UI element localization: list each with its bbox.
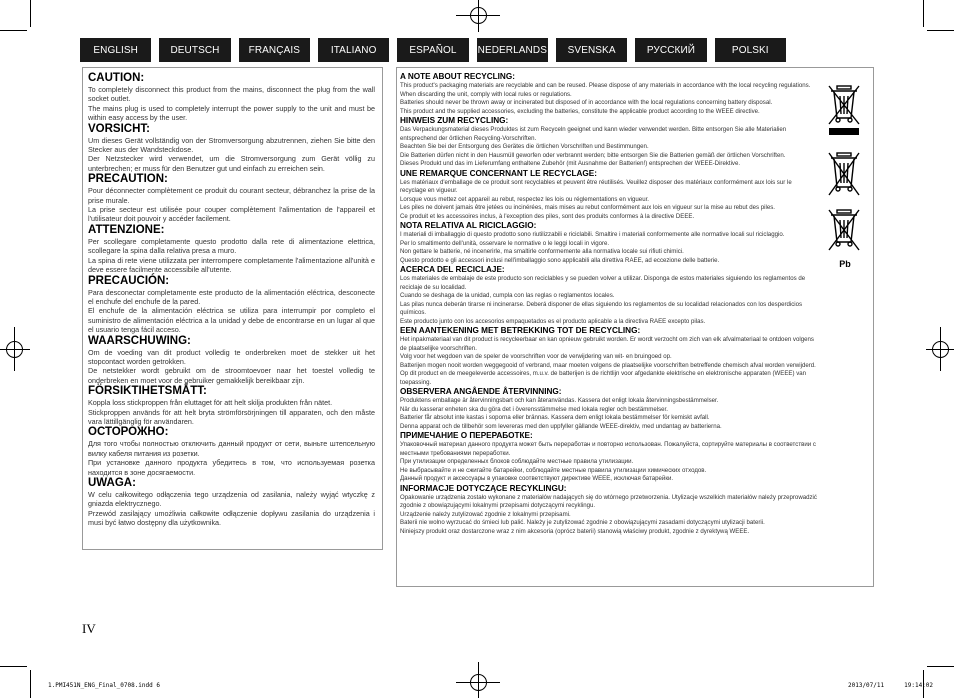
recycling-section-it [400,221,818,265]
weee-symbols [825,82,865,269]
section-heading: UNE REMARQUE CONCERNANT LE RECYCLAGE: [400,168,597,178]
registration-mark-left [0,327,30,371]
caution-section-it [88,224,375,275]
section-heading: EEN AANTEKENING MET BETREKKING TOT DE RECYCLING: [400,326,641,335]
section-paragraph: Das Verpackungsmaterial dieses Produktes ist zum Recyceln geeignet und kann wieder verwendet werden. Bitte entsorgen Sie alle Materialien entsprechend der örtlichen Recycling-Vorschriften. [400,126,787,142]
section-paragraph: Um dieses Gerät vollständig von der Stromversorgung abzutrennen, ziehen Sie bitte den Stecker aus der Wandsteckdose. [88,135,375,155]
section-paragraph: Ce produit et les accessoires inclus, à l'exception des piles, sont des produits conformes à la directive DEEE. [400,212,695,220]
caution-section-nl [88,335,375,386]
recycling-section-nl [400,326,818,387]
section-paragraph: Przewód zasilający umożliwia całkowite odłączenie dopływu zasilania do urządzenia i musi być łatwo dostępny dla użytkownika. [88,508,375,528]
section-paragraph: Op dit product en de meegeleverde accessoires, m.u.v. de batterijen is de richtlijn voor afgedankte elektrische en elektronische apparaten (WEEE) van toepassing. [400,370,807,386]
tab-francais: FRANÇAIS [239,38,310,62]
section-paragraph: Для того чтобы полностью отключить данный продукт от сети, выньте штепсельную вилку кабеля питания из розетки. [88,439,375,458]
recycling-section-sv [400,387,818,431]
section-paragraph: Не выбрасывайте и не сжигайте батарейки, соблюдайте местные правила утилизации химических отходов. [400,466,707,474]
section-paragraph: Niniejszy produkt oraz dostarczone wraz z nim akcesoria (oprócz baterii) stanowią właściwy produkt, zgodnie z dyrektywą WEEE. [400,527,750,535]
section-heading: UWAGA: [88,477,136,489]
section-paragraph: Упаковочный материал данного продукта может быть переработан и повторно использован. Пожалуйста, сортируйте материалы в соответствии с местными требованиями переработки. [400,441,816,457]
recycling-section-ru [400,431,818,484]
section-paragraph: Dieses Produkt und das im Lieferumfang enthaltene Zubehör (mit Ausnahme der Batterien!) entsprechen der WEEE-Direktive. [400,160,741,167]
recycling-section-de [400,116,818,169]
section-heading: VORSICHT: [88,122,150,135]
tab-english: ENGLISH [80,38,151,62]
section-paragraph: При утилизации определенных блоков соблюдайте местные правила утилизации. [400,458,634,465]
section-paragraph: Opakowanie urządzenia zostało wykonane z materiałów nadających się do wtórnego przetworzenia. Utylizacje wszelkich materiałów należy przeprowadzić zgodnie z obowiązującymi lokalnymi przepisami dotyczącymi recyklingu. [400,493,817,509]
section-heading: CAUTION: [88,72,145,84]
page-number: IV [82,621,96,636]
tab-nederlands: NEDERLANDS [477,38,548,62]
crossed-bin-icon [825,147,865,201]
tab-deutsch: DEUTSCH [159,38,230,62]
crossed-bin-with-bar-icon [825,82,865,138]
section-paragraph: W celu całkowitego odłączenia tego urządzenia od zasilania, należy wyjąć wtyczkę z gniazda elektrycznego. [88,490,375,509]
caution-section-sv [88,385,375,426]
section-paragraph: Cuando se deshaga de la unidad, cumpla con las reglas o reglamentos locales. [400,292,615,299]
section-paragraph: Der Netzstecker wird verwendet, um die Stromversorgung zum Gerät völlig zu unterbrechen; er muss für den Benutzer gut und einfach zu erreichen sein. [88,154,375,173]
section-paragraph: La prise secteur est utilisée pour couper complètement l'alimentation de l'appareil et l'utilisateur doit pouvoir y accéder facilement. [88,205,375,224]
section-paragraph: Urządzenie należy zutylizować zgodnie z lokalnymi przepisami. [400,510,571,518]
footer-date: 2013/07/11 [848,682,885,689]
tab-russian: РУССКИЙ [635,38,706,62]
crossed-bin-battery-icon [825,208,865,254]
caution-section-es [88,275,375,335]
section-heading: PRECAUTION: [88,173,168,186]
section-paragraph: Denna apparat och de tillbehör som levereras med den uppfyller gällande WEEE-direktiv, med undantag av batterierna. [400,422,722,430]
section-heading: A NOTE ABOUT RECYCLING: [400,72,515,81]
recycling-section-es [400,265,818,326]
caution-section-en [88,72,375,123]
tab-svenska: SVENSKA [556,38,627,62]
section-heading: ACERCA DEL RECICLAJE: [400,265,505,274]
section-heading: WAARSCHUWING: [88,334,191,347]
recycling-section-fr [400,169,818,222]
registration-mark-right [926,327,954,371]
section-paragraph: När du kasserar enheten ska du göra det i överensstämmelse med lokala regler och bestämmelser. [400,405,668,413]
section-paragraph: The mains plug is used to completely interrupt the power supply to the unit and must be within easy access by the user. [88,103,375,123]
section-paragraph: Questo prodotto e gli accessori inclusi nell'imballaggio sono applicabili alla direttiva RAEE, ad eccezione delle batterie. [400,256,720,264]
section-paragraph: Volg voor het wegdoen van de speler de voorschriften voor de verwijdering van wit- en bruingoed op. [400,353,672,360]
section-heading: HINWEIS ZUM RECYCLING: [400,116,509,125]
footer-timestamp [848,682,933,689]
section-paragraph: Данный продукт и аксессуары в упаковке соответствуют директиве WEEE, исключая батарейки. [400,475,674,482]
section-paragraph: Les piles ne doivent jamais être jetées ou incinérées, mais mises au rebut conformément aux lois en vigueur sur la mise au rebut des piles. [400,204,775,211]
recycling-section-pl [400,484,818,537]
section-paragraph: Om de voeding van dit product volledig te onderbreken moet de stekker uit het stopcontact worden getrokken. [88,347,375,366]
caution-section-ru [88,426,375,477]
section-paragraph: Koppla loss stickproppen från eluttaget för att helt skilja produkten från nätet. [88,398,333,408]
section-paragraph: Les matériaux d'emballage de ce produit sont recyclables et peuvent être réutilisés. Veuillez disposer des matériaux conformément aux lois sur le recyclage en vigueur. [400,178,792,194]
caution-section-de [88,123,375,174]
section-paragraph: La spina di rete viene utilizzata per interrompere completamente l'alimentazione all'unità e deve essere facilmente accessibile all'utente. [88,255,375,275]
section-heading: NOTA RELATIVA AL RICICLAGGIO: [400,221,537,230]
section-paragraph: Las pilas nunca deberán tirarse ni incinerarse. Deberá disponer de ellas siguiendo los reglamentos de su localidad relacionados con los desperdicios químicos. [400,300,803,316]
language-tabs [80,38,786,62]
section-paragraph: Batterier får absolut inte kastas i soporna eller brännas. Kassera dem enligt lokala bestämmelser för kemiskt avfall. [400,414,710,421]
section-paragraph: El enchufe de la alimentación eléctrica se utiliza para interrumpir por completo el suministro de alimentación eléctrica a la unidad y debe de encontrarse en un lugar al que el usuario tenga fácil acceso. [88,306,375,335]
section-paragraph: Este producto junto con los accesorios empaquetados es el producto aplicable a la directiva RAEE excepto pilas. [400,317,706,325]
section-paragraph: Para desconectar completamente este producto de la alimentación eléctrica, desconecte el enchufe del enchufe de la pared. [88,287,375,306]
section-paragraph: This product and the supplied accessories, excluding the batteries, constitute the applicable product according to the WEEE directive. [400,107,760,115]
tab-polski: POLSKI [715,38,786,62]
tab-italiano: ITALIANO [318,38,389,62]
section-paragraph: De netstekker wordt gebruikt om de stroomtoevoer naar het toestel volledig te onderbreken en moet voor de gebruiker gemakkelijk bereikbaar zijn. [88,366,375,385]
footer-time: 19:14:02 [904,682,934,689]
section-heading: ATTENZIONE: [88,223,165,236]
section-paragraph: Los materiales de embalaje de este producto son reciclables y se pueden volver a utilizar. Disponga de estos materiales siguiendo los reglamentos de reciclaje de su localidad. [400,275,806,291]
caution-section-fr [88,173,375,224]
section-paragraph: Die Batterien dürfen nicht in den Hausmüll geworfen oder verbrannt werden; bitte entsorgen Sie die Batterien gemäß der örtlichen Vorschriften. [400,151,786,159]
section-heading: INFORMACJE DOTYCZĄCE RECYKLINGU: [400,483,567,493]
recycling-box [396,67,874,587]
section-paragraph: When discarding the unit, comply with local rules or regulations. [400,90,572,98]
section-paragraph: Lorsque vous mettez cet appareil au rebut, respectez les lois ou réglementations en vigueur. [400,195,649,203]
section-paragraph: Per lo smaltimento dell'unità, osservare le normative o le leggi locali in vigore. [400,239,610,247]
section-paragraph: Non gettare le batterie, né incenerirle, ma smaltirle conformemente alla normativa locale sui rifiuti chimici. [400,248,684,255]
section-paragraph: При установке данного продукта убедитесь в том, что используемая розетка находится в зоне досягаемости. [88,458,375,477]
section-paragraph: Baterii nie wolno wyrzucać do śmieci lub palić. Należy je zutylizować zgodnie z obowiązującymi zasadami dotyczącymi utylizacji baterii. [400,519,765,526]
recycling-section-en [400,72,818,116]
section-paragraph: Stickproppen används för att helt bryta strömförsörjningen till apparaten, och den måste vara lättillgänglig för användaren. [88,407,375,426]
section-heading: ОСТОРОЖНО: [88,426,169,439]
section-heading: OBSERVERA ANGÅENDE ÅTERVINNING: [400,387,562,396]
registration-mark-top [456,0,500,32]
registration-mark-bottom [456,662,500,698]
section-paragraph: Het inpakmateriaal van dit product is recycleerbaar en kan opnieuw gebruikt worden. Er wordt verzocht om zich van elk afvalmateriaal te ontdoen volgens de plaatselijke voorschriften. [400,336,814,352]
section-paragraph: I materiali di imballaggio di questo prodotto sono riutilizzabili e riciclabili. Smaltire i materiali conformemente alle normative locali sul riciclaggio. [400,231,785,238]
section-paragraph: Batteries should never be thrown away or incinerated but disposed of in accordance with the local regulations concerning battery disposal. [400,99,773,106]
recycling-notes [400,72,818,536]
footer-filename: 1.PMI451N_ENG_Final_0708.indd 6 [48,682,160,689]
section-paragraph: Batterijen mogen nooit worden weggegooid of verbrand, maar moeten volgens de plaatselijke voorschriften betreffende chemisch afval worden verwijderd. [400,361,816,369]
section-paragraph: To completely disconnect this product from the mains, disconnect the plug from the wall socket outlet. [88,85,375,104]
section-heading: ПРИМЕЧАНИЕ О ПЕРЕРАБОТКЕ: [400,431,533,440]
tab-espanol: ESPAÑOL [397,38,468,62]
section-heading: FÖRSIKTIHETSMÅTT: [88,385,207,398]
caution-section-pl [88,477,375,528]
section-paragraph: This product's packaging materials are recyclable and can be reused. Please dispose of any materials in accordance with the local recycling regulations. [400,82,811,89]
section-paragraph: Per scollegare completamente questo prodotto dalla rete di alimentazione elettrica, scollegare la spina dalla relativa presa a muro. [88,236,375,256]
caution-box [82,67,383,550]
pb-label: Pb [839,259,851,269]
section-paragraph: Produktens emballage är återvinningsbart och kan återanvändas. Kassera det enligt lokala återvinningsbestämmelser. [400,397,719,404]
section-paragraph: Pour déconnecter complètement ce produit du courant secteur, débranchez la prise de la prise murale. [88,186,375,205]
section-paragraph: Beachten Sie bei der Entsorgung des Gerätes die örtlichen Vorschriften und Bestimmungen. [400,143,649,150]
section-heading: PRECAUCIÓN: [88,274,170,287]
